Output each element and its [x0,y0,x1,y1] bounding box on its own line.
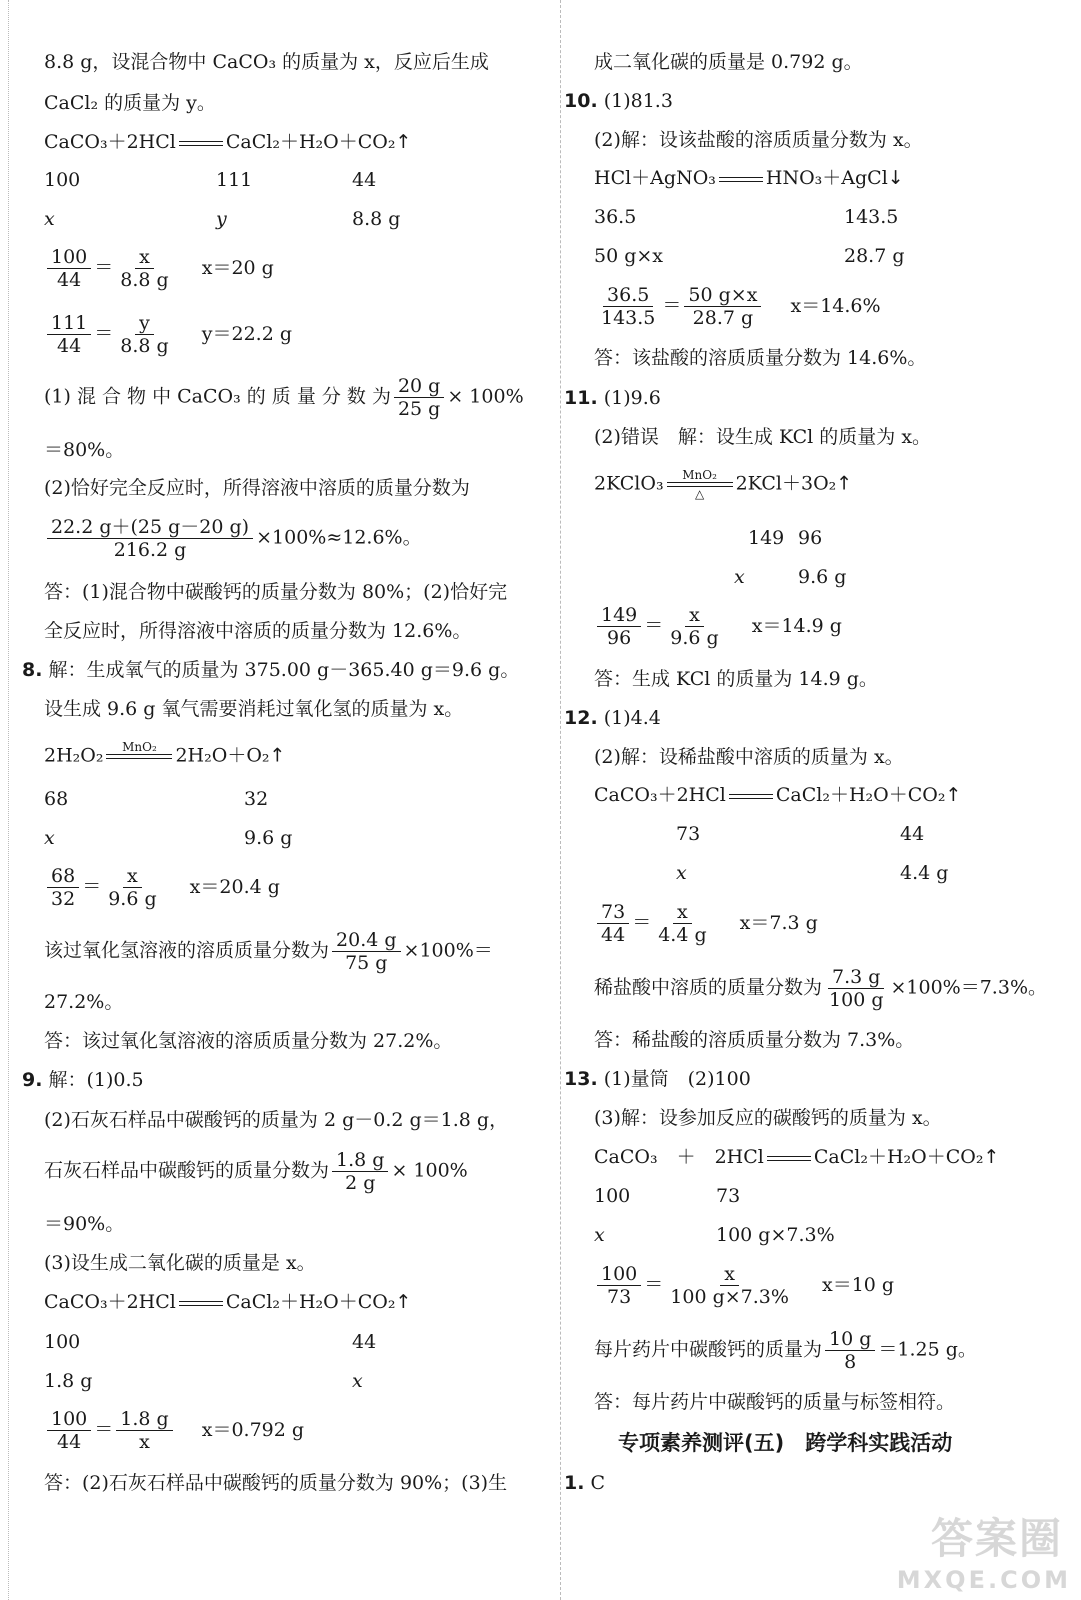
result: x＝20 g [201,256,274,279]
equation: HCl＋AgNO₃ HNO₃＋AgCl↓ [594,167,904,189]
result: x＝10 g [822,1273,895,1296]
answer-line: 答：该过氧化氢溶液的溶质质量分数为 27.2%。 [44,1030,453,1052]
fraction: $\frac{73}{44}$ [597,901,629,946]
equation-reactants: CaCO₃＋2HCl [44,131,176,153]
text-line: 石灰石样品中碳酸钙的质量分数为 $\frac{1.8 g}{2 g}$ × 100% [44,1149,468,1194]
question-1: 1. C [564,1472,606,1494]
question-9: 9. 解：(1)0.5 [22,1069,144,1091]
fraction: $\frac{100}{44}$ [47,1408,91,1453]
ratio-value: 143.5 [844,206,899,228]
equation: CaCO₃＋2HCl CaCl₂＋H₂O＋CO₂↑ [594,784,962,806]
proportion: $\frac{68}{32}$ ＝ $\frac{x}{9.6 g}$ x＝20.4 g [44,865,280,910]
ratio-value: 1.8 g [44,1370,93,1392]
gas-arrow-icon: ↑ [395,1291,412,1313]
fraction: $\frac{10 g}{8}$ [825,1328,875,1373]
question-number: 11. [564,387,598,409]
proportion: $\frac{100}{44}$ ＝ $\frac{x}{8.8 g}$ x＝20 g [44,246,274,291]
fraction: $\frac{100}{44}$ [47,246,91,291]
heat-icon: △ [694,487,705,501]
page-margin-line [8,0,9,1600]
question-11: 11. (1)9.6 [564,387,661,409]
ratio-value: 100 [44,1331,81,1353]
text-line: 设生成 9.6 g 氧气需要消耗过氧化氢的质量为 x。 [44,698,464,720]
proportion: $\frac{111}{44}$ ＝ $\frac{y}{8.8 g}$ y＝22.2 g [44,312,292,357]
answer-line: 答：生成 KCl 的质量为 14.9 g。 [594,668,878,690]
fraction: $\frac{22.2 g+(25 g-20 g)}{216.2 g}$ [47,516,253,561]
ratio-value: 4.4 g [900,862,949,884]
fraction: $\frac{36.5}{143.5}$ [601,284,656,329]
ratio-value: 44 [352,1331,377,1353]
ratio-value: 149 [748,527,785,549]
section-heading: 专项素养测评(五) 跨学科实践活动 [618,1431,953,1455]
answer-line: 全反应时，所得溶液中溶质的质量分数为 12.6%。 [44,620,472,642]
ratio-value: 73 [676,823,701,845]
result: x＝7.3 g [739,911,818,934]
fraction: $\frac{x}{9.6 g}$ [670,604,719,649]
text-line: ＝80%。 [44,439,125,461]
text-line: (2)恰好完全反应时，所得溶液中溶质的质量分数为 [44,477,470,499]
fraction: $\frac{50 g\times x}{28.7 g}$ [684,284,761,329]
fraction: $\frac{20 g}{25 g}$ [394,375,444,420]
ratio-value: 68 [44,788,69,810]
ratio-value: x [44,208,55,230]
question-number: 8. [22,659,43,681]
fraction: $\frac{x}{100 g\times 7.3\%}$ [670,1263,789,1308]
text-line: 27.2%。 [44,991,124,1013]
text-line: (2)石灰石样品中碳酸钙的质量为 2 g－0.2 g＝1.8 g， [44,1109,509,1131]
result: x＝0.792 g [201,1418,305,1441]
gas-arrow-icon: ↑ [395,131,412,153]
answer-line: 答：(2)石灰石样品中碳酸钙的质量分数为 90%；(3)生 [44,1472,508,1494]
text-line: (2)错误 解：设生成 KCl 的质量为 x。 [594,426,932,448]
equation: 2H₂O₂ MnO₂ 2H₂O＋O₂↑ [44,740,285,773]
fraction: $\frac{20.4 g}{75 g}$ [332,929,401,974]
question-number: 10. [564,90,598,112]
proportion: $\frac{73}{44}$ ＝ $\frac{x}{4.4 g}$ x＝7.3 g [594,901,818,946]
watermark-url: MXQE.COM [896,1566,1071,1594]
text-line: $\frac{22.2 g+(25 g-20 g)}{216.2 g}$ ×100%≈12.6%。 [44,516,422,561]
ratio-value: x [352,1370,363,1392]
proportion: $\frac{149}{96}$ ＝ $\frac{x}{9.6 g}$ x＝14.9 g [594,604,842,649]
equals-sign [719,177,763,182]
fraction: $\frac{1.8 g}{2 g}$ [332,1149,388,1194]
fraction: $\frac{111}{44}$ [47,312,91,357]
left-column [22,0,534,1600]
ratio-value: 32 [244,788,269,810]
question-number: 12. [564,707,598,729]
text-line: (3)设生成二氧化碳的质量是 x。 [44,1252,316,1274]
proportion: $\frac{36.5}{143.5}$ ＝ $\frac{50 g\times x}{28.7 g}$ x＝14.6% [594,284,881,329]
equals-sign [767,1156,811,1161]
fraction: $\frac{149}{96}$ [597,604,641,649]
question-number: 1. [564,1472,585,1494]
text-line: (3)解：设参加反应的碳酸钙的质量为 x。 [594,1107,942,1129]
fraction: $\frac{1.8 g}{x}$ [116,1408,172,1453]
watermark-logo: 答案圈 [930,1514,1063,1563]
ratio-value: 8.8 g [352,208,401,230]
text-line: 8.8 g，设混合物中 CaCO₃ 的质量为 x，反应后生成 [44,51,489,73]
ratio-value: 50 g×x [594,245,664,267]
ratio-value: 44 [352,169,377,191]
text-line: 该过氧化氢溶液的溶质质量分数为 $\frac{20.4 g}{75 g}$ ×100%＝ [44,929,493,974]
proportion: $\frac{100}{73}$ ＝ $\frac{x}{100 g\times 7.3\%}$ x＝10 g [594,1263,894,1308]
question-12: 12. (1)4.4 [564,707,661,729]
ratio-value: 28.7 g [844,245,905,267]
equals-sign [179,1301,223,1306]
ratio-value: 111 [216,169,253,191]
text-line: (2)解：设该盐酸的溶质质量分数为 x。 [594,129,923,151]
answer-line: 答：该盐酸的溶质质量分数为 14.6%。 [594,347,927,369]
ratio-value: y [216,208,227,230]
gas-arrow-icon: ↑ [269,744,286,767]
fraction: $\frac{x}{8.8 g}$ [120,246,169,291]
result: x＝20.4 g [189,875,280,898]
text-line: 成二氧化碳的质量是 0.792 g。 [594,51,863,73]
ratio-value: x [594,1224,605,1246]
ratio-value: 9.6 g [244,827,293,849]
fraction: $\frac{100}{73}$ [597,1263,641,1308]
text-line: (2)解：设稀盐酸中溶质的质量为 x。 [594,746,904,768]
gas-arrow-icon: ↑ [836,472,853,495]
equation-products: CaCl₂＋H₂O＋CO₂ [225,131,396,153]
gas-arrow-icon: ↑ [983,1146,1000,1168]
equation [44,130,411,154]
gas-arrow-icon: ↑ [945,784,962,806]
text-line: 每片药片中碳酸钙的质量为 $\frac{10 g}{8}$ ＝1.25 g。 [594,1328,977,1373]
result: x＝14.9 g [751,614,842,637]
ratio-value: 100 [44,169,81,191]
text-line: CaCl₂ 的质量为 y。 [44,92,216,114]
ratio-value: 73 [716,1185,741,1207]
ratio-value: x [44,827,55,849]
ratio-value: 96 [798,527,823,549]
text-line: 稀盐酸中溶质的质量分数为 $\frac{7.3 g}{100 g}$ ×100%＝7.3%。 [594,966,1047,1011]
fraction: $\frac{x}{4.4 g}$ [658,901,707,946]
answer-line: 答：每片药片中碳酸钙的质量与标签相符。 [594,1391,956,1413]
reaction-condition: MnO₂ △ [667,468,733,501]
answer-line: 答：(1)混合物中碳酸钙的质量分数为 80%；(2)恰好完 [44,581,508,603]
right-column [564,0,1047,1600]
ratio-value: x [734,566,745,588]
ratio-value: x [676,862,687,884]
ratio-value: 9.6 g [798,566,847,588]
question-number: 13. [564,1068,598,1090]
question-number: 9. [22,1069,43,1091]
equals-sign [729,794,773,799]
text-line: (1) 混 合 物 中 CaCO₃ 的 质 量 分 数 为 $\frac{20 g}{25 g}$ × 100% [44,375,524,420]
equation: CaCO₃ ＋ 2HCl CaCl₂＋H₂O＋CO₂↑ [594,1146,1000,1168]
question-13: 13. (1)量筒 (2)100 [564,1068,751,1090]
equals-sign [179,141,223,146]
ratio-value: 100 g×7.3% [716,1224,835,1246]
text-line: ＝90%。 [44,1213,125,1235]
result: y＝22.2 g [201,322,292,345]
fraction: $\frac{68}{32}$ [47,865,79,910]
equation: 2KClO₃ MnO₂ △ 2KCl＋3O₂↑ [594,468,853,501]
fraction: $\frac{y}{8.8 g}$ [120,312,169,357]
equation: CaCO₃＋2HCl CaCl₂＋H₂O＋CO₂↑ [44,1291,412,1313]
ratio-value: 44 [900,823,925,845]
answer-line: 答：稀盐酸的溶质质量分数为 7.3%。 [594,1029,915,1051]
reaction-condition: MnO₂ [106,740,172,773]
fraction: $\frac{x}{9.6 g}$ [108,865,157,910]
ratio-value: 36.5 [594,206,637,228]
column-divider [560,0,561,1600]
ratio-value: 100 [594,1185,631,1207]
fraction: $\frac{7.3 g}{100 g}$ [829,966,884,1011]
question-10: 10. (1)81.3 [564,90,673,112]
question-8: 8. 解：生成氧气的质量为 375.00 g－365.40 g＝9.6 g。 [22,659,520,681]
precipitate-arrow-icon: ↓ [887,167,904,189]
result: x＝14.6% [790,294,881,317]
proportion: $\frac{100}{44}$ ＝ $\frac{1.8 g}{x}$ x＝0.792 g [44,1408,304,1453]
